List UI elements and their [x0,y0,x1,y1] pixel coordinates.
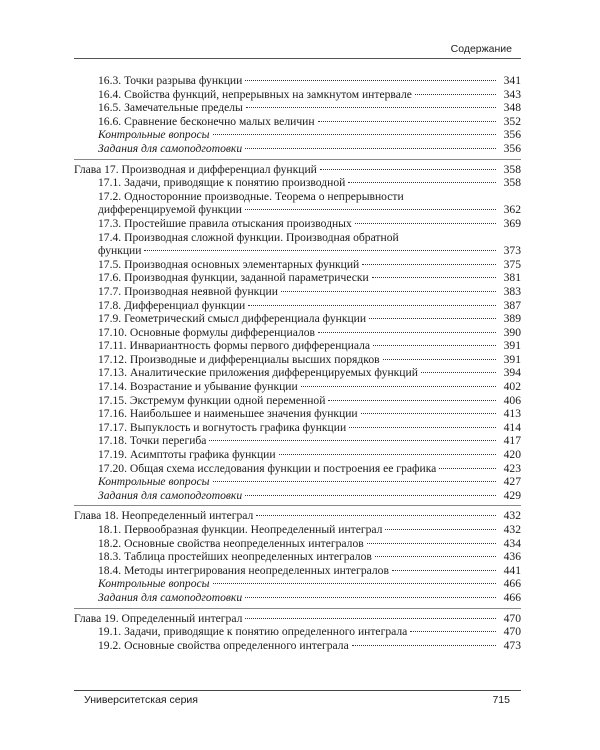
toc-entry-17-16: 17.16. Наибольшее и наименьшее значения функции 413 [98,407,521,421]
page-number: 715 [492,694,510,706]
toc-entry-17-2: дифференцируемой функции 362 [98,203,521,217]
chapter-divider [74,608,521,609]
toc-entry-17-12: 17.12. Производные и дифференциалы высших порядков 391 [98,352,521,366]
toc-entry-16-6: 16.6. Сравнение бесконечно малых величин 352 [98,114,521,128]
toc-entry-17-2-line1: 17.2. Односторонние производные. Теорема о непрерывности [98,189,404,203]
toc-entry-16-5: 16.5. Замечательные пределы 348 [98,101,521,115]
footer-rule [74,690,521,691]
toc-entry-17-9: 17.9. Геометрический смысл дифференциала функции 389 [98,312,521,326]
toc-entry-17-20: 17.20. Общая схема исследования функции и построения ее графика 423 [98,461,521,475]
toc-entry-17-review: Контрольные вопросы 427 [98,475,521,489]
running-head: Содержание [450,43,512,55]
toc-entry-17-13: 17.13. Аналитические приложения дифференцируемых функций 394 [98,366,521,380]
toc-entry-17-6: 17.6. Производная функции, заданной параметрически 381 [98,271,521,285]
toc-entry-18-1: 18.1. Первообразная функции. Неопределенный интеграл 432 [98,523,521,536]
toc-entry-18-review: Контрольные вопросы 466 [98,577,521,591]
toc-entry-17-18: 17.18. Точки перегиба 417 [98,434,521,448]
toc-entry-17-15: 17.15. Экстремум функции одной переменной 406 [98,393,521,407]
toc-entry-17-17: 17.17. Выпуклость и вогнутость графика функции 414 [98,420,521,434]
toc-entry-18-tasks: Задания для самоподготовки 466 [98,590,521,604]
toc-chapter-19: Глава 19. Определенный интеграл 470 [74,611,521,625]
toc-entry-17-1: 17.1. Задачи, приводящие к понятию производной 358 [98,176,521,190]
toc-entry-17-14: 17.14. Возрастание и убывание функции 402 [98,380,521,394]
toc-entry-17-4: функции 373 [98,244,521,258]
toc-entry-17-3: 17.3. Простейшие правила отыскания производных 369 [98,216,521,230]
toc-entry-16-3: 16.3. Точки разрыва функции 341 [98,74,521,87]
toc-entry-17-8: 17.8. Дифференциал функции 387 [98,298,521,312]
toc-entry-18-2: 18.2. Основные свойства неопределенных интегралов 434 [98,536,521,550]
chapter-divider [74,159,521,160]
toc-entry-17-tasks: Задания для самоподготовки 429 [98,488,521,502]
toc-entry-17-19: 17.19. Асимптоты графика функции 420 [98,448,521,462]
toc-entry-19-1: 19.1. Задачи, приводящие к понятию определенного интеграла 470 [98,625,521,639]
chapter-divider [74,505,521,506]
toc-entry-18-4: 18.4. Методы интегрирования неопределенных интегралов 441 [98,563,521,577]
toc-entry-16-4: 16.4. Свойства функций, непрерывных на замкнутом интервале 343 [98,87,521,101]
toc-chapter-17: Глава 17. Производная и дифференциал функций 358 [74,162,521,176]
toc-entry-16-tasks: Задания для самоподготовки 356 [98,141,521,155]
toc-entry-17-10: 17.10. Основные формулы дифференциалов 390 [98,325,521,339]
table-of-contents [74,74,521,652]
toc-entry-18-3: 18.3. Таблица простейших неопределенных интегралов 436 [98,550,521,564]
toc-entry-17-4-line1: 17.4. Производная сложной функции. Производная обратной [98,230,399,244]
toc-entry-17-11: 17.11. Инвариантность формы первого дифференциала 391 [98,339,521,353]
toc-entry-19-2: 19.2. Основные свойства определенного интеграла 473 [98,638,521,652]
toc-chapter-18: Глава 18. Неопределенный интеграл 432 [74,509,521,523]
toc-entry-17-7: 17.7. Производная неявной функции 383 [98,284,521,298]
toc-entry-16-review: Контрольные вопросы 356 [98,128,521,142]
series-name: Университетская серия [84,694,198,706]
toc-entry-17-5: 17.5. Производная основных элементарных функций 375 [98,257,521,271]
header-rule [74,58,521,59]
